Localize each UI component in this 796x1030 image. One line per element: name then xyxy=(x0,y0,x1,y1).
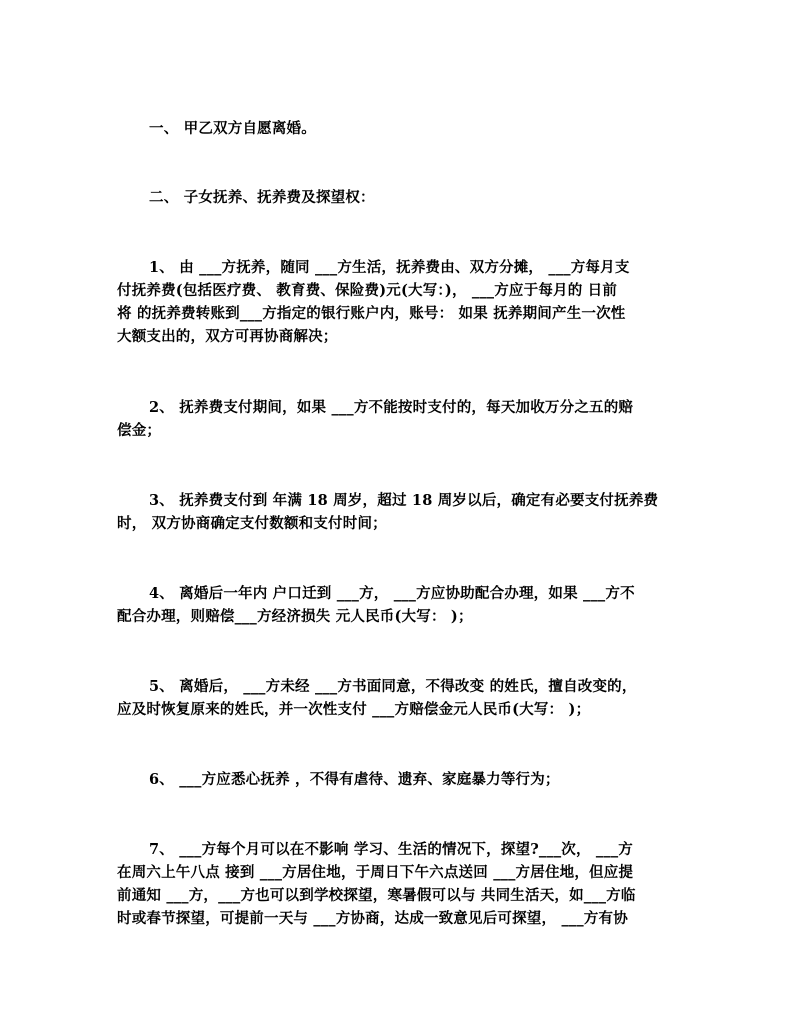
paragraph-line: 前通知 ___方，___方也可以到学校探望，寒暑假可以与 共同生活天，如___方临 xyxy=(117,887,636,904)
paragraph-line: 4、 离婚后一年内 户口迁到 ___方， ___方应协助配合办理，如果 ___方不 xyxy=(149,585,635,602)
paragraph-line: 3、 抚养费支付到 年满 18 周岁，超过 18 周岁以后，确定有必要支付抚养费 xyxy=(149,492,659,509)
paragraph-line: 5、 离婚后， ___方未经 ___方书面同意，不得改变 的姓氏，擅自改变的， xyxy=(149,678,637,695)
paragraph-line: 时或春节探望，可提前一天与 ___方协商，达成一致意见后可探望， ___方有协 xyxy=(117,910,628,927)
paragraph-line: 偿金； xyxy=(117,422,162,439)
paragraph-line: 2、 抚养费支付期间，如果 ___方不能按时支付的，每天加收万分之五的赔 xyxy=(149,399,634,416)
paragraph-line: 6、 ___方应悉心抚养 ，不得有虐待、遗弃、家庭暴力等行为； xyxy=(149,771,560,788)
paragraph-line: 应及时恢复原来的姓氏，并一次性支付 ___方赔偿金元人民币(大写： )； xyxy=(117,701,591,718)
section-heading-2: 二、 子女抚养、抚养费及探望权： xyxy=(149,189,375,206)
paragraph-line: 付抚养费(包括医疗费、 教育费、保险费)元(大写：)， ___方应于每月的 日前 xyxy=(117,282,618,299)
paragraph-line: 7、 ___方每个月可以在不影响 学习、生活的情况下，探望?___次， ___方 xyxy=(149,841,633,858)
section-heading-1: 一、 甲乙双方自愿离婚。 xyxy=(149,120,316,137)
paragraph-line: 在周六上午八点 接到 ___方居住地，于周日下午六点送回 ___方居住地，但应提 xyxy=(117,864,634,881)
paragraph-line: 将 的抚养费转账到___方指定的银行账户内，账号： 如果 抚养期间产生一次性 xyxy=(117,305,626,322)
paragraph-line: 大额支出的，双方可再协商解决； xyxy=(117,328,338,345)
paragraph-line: 配合办理，则赔偿___方经济损失 元人民币(大写： )； xyxy=(117,608,473,625)
paragraph-line: 1、 由 ___方抚养，随同 ___方生活，抚养费由、双方分摊， ___方每月支 xyxy=(149,259,630,276)
paragraph-line: 时， 双方协商确定支付数额和支付时间； xyxy=(117,515,387,532)
